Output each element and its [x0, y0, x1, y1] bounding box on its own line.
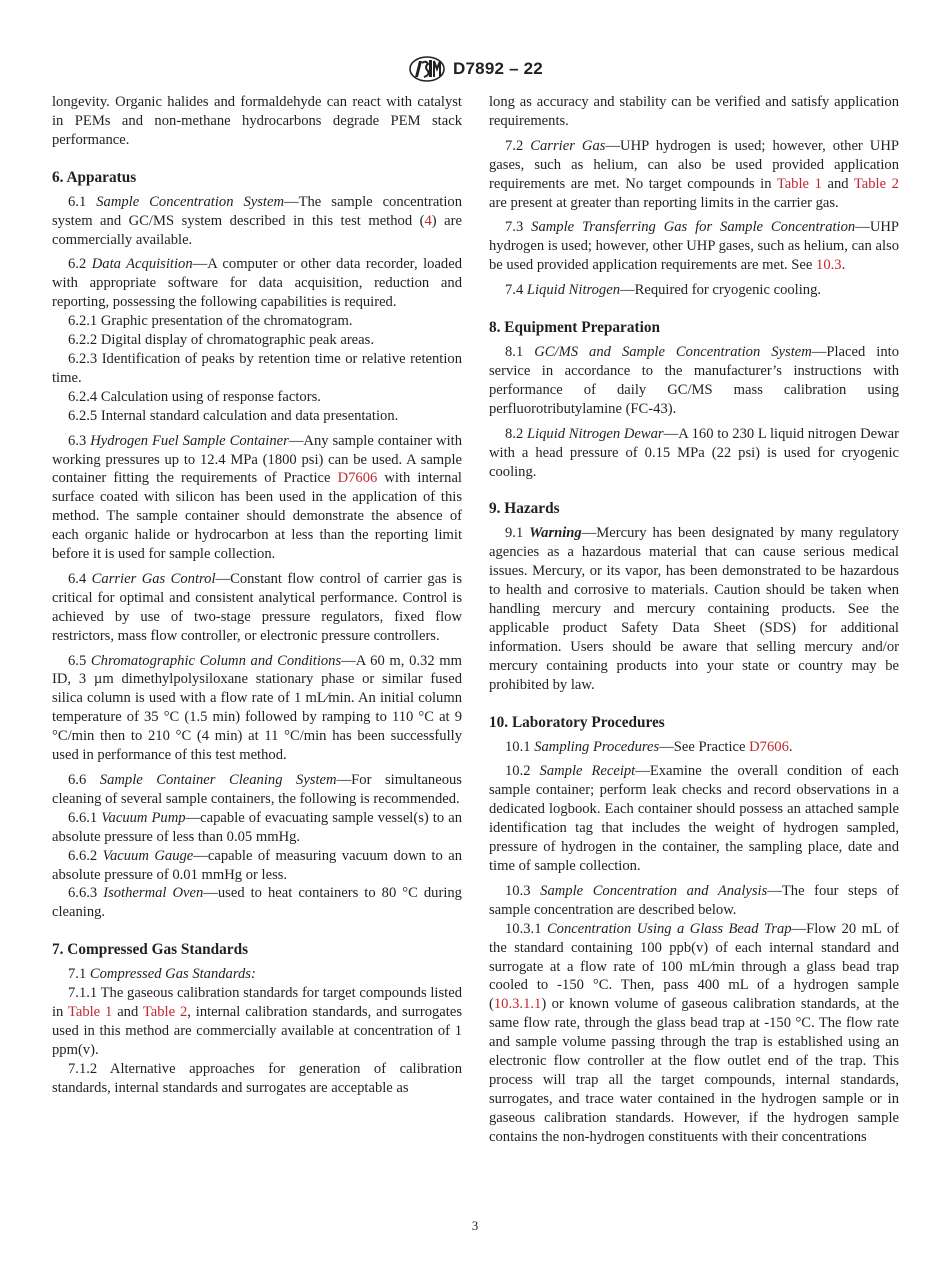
section-7-heading: 7. Compressed Gas Standards	[52, 941, 249, 959]
link-table-1[interactable]: Table 1	[67, 1004, 113, 1021]
para-8-2: 8.2 Liquid Nitrogen Dewar—A 160 to 230 L liquid nitrogen Dewar with a head pressure of 0.15 MPa (22 psi) is used for cryogenic cooling.	[489, 425, 900, 480]
para-7-3: 7.3 Sample Transferring Gas for Sample Concentration—UHP hydrogen is used; however, other UHP gases, such as helium, can also be used provided application requirements are met. See 10.3.	[489, 219, 900, 274]
link-table-2[interactable]: Table 2	[853, 175, 899, 192]
page-header	[0, 55, 950, 83]
section-10-heading: 10. Laboratory Procedures	[489, 713, 665, 731]
para-6-3: 6.3 Hydrogen Fuel Sample Container—Any sample container with working pressures up to 12.4 MPa (1800 psi) can be used. A sample container fitting the requirements of Practice D7606 with internal surface coated with silicon has been used in the application of this method. The sample container should demonstrate the absence of each organic halide or hydrocarbon at less than the reporting limit before it is used for sample collection.	[52, 432, 462, 563]
para-8-1: 8.1 GC/MS and Sample Concentration System—Placed into service in accordance to the manufacturer’s instructions with performance of daily GC/MS mass calibration using perfluorotributylamine (FC-43).	[489, 344, 899, 417]
term: Compressed Gas Standards:	[89, 966, 256, 983]
term: Liquid Nitrogen	[526, 282, 621, 299]
section-6-heading: 6. Apparatus	[52, 168, 137, 186]
para-6-6-2: 6.6.2 Vacuum Gauge—capable of measuring vacuum down to an absolute pressure of 0.01 mmHg or less.	[52, 847, 462, 883]
para-6-2-1: 6.2.1 Graphic presentation of the chromatogram.	[68, 313, 353, 330]
term: Chromatographic Column and Conditions	[90, 652, 342, 669]
para-7-1-2-start: 7.1.2 Alternative approaches for generation of calibration standards, internal standards and surrogates are acceptable as	[52, 1060, 462, 1096]
para-6-6-1: 6.6.1 Vacuum Pump—capable of evacuating sample vessel(s) to an absolute pressure of less than 0.05 mmHg.	[52, 809, 462, 845]
para-10-3-1: 10.3.1 Concentration Using a Glass Bead Trap—Flow 20 mL of the standard containing 100 ppb(v) of each internal standard and surrogate at a flow rate of 100 mL⁄min through a glass bead trap cooled to -150 °C. Then, pass 400 mL of a hydrogen sample (10.3.1.1) or known volume of gaseous calibration standards, at the same flow rate, through the glass bead trap at -150 °C. The flow rate and sample volume passing through the trap is established using an electronic flow controller at the flow outlet end of the trap. This process will trap all the target compounds, internal standards, surrogates, and trace water contained in the hydrogen sample or in gaseous calibration standards. However, if the hydrogen sample contains the non-hydrogen constituents with their concentrations	[489, 920, 899, 1145]
intro-paragraph: longevity. Organic halides and formaldehyde can react with catalyst in PEMs and non-methane hydrocarbons degrade PEM stack performance.	[52, 94, 462, 148]
para-6-1: 6.1 Sample Concentration System—The sample concentration system and GC/MS system described in this test method (4) are commercially available.	[52, 193, 462, 248]
para-6-5: 6.5 Chromatographic Column and Conditions—A 60 m, 0.32 mm ID, 3 µm dimethylpolysiloxane stationary phase or similar fused silica column is used with a flow rate of 1 mL⁄min. An initial column temperature of 35 °C (1.5 min) followed by ramping to 110 °C at 9 °C/min then to 210 °C (4 min) at 11 °C/min has been successfully used in performance of this test method.	[52, 652, 462, 764]
link-10-3[interactable]: 10.3	[816, 257, 842, 274]
link-d7606[interactable]: D7606	[337, 470, 378, 487]
section-9-heading: 9. Hazards	[489, 500, 560, 518]
para-6-4: 6.4 Carrier Gas Control—Constant flow control of carrier gas is critical for optimal and consistent analytical performance. Control is achieved by use of two-stage pressure regulators, fixed flow restrictors, mass flow controller, or electronic pressure controllers.	[52, 570, 462, 644]
term: GC/MS and Sample Concentration System	[534, 344, 812, 361]
link-10-3-1-1[interactable]: 10.3.1.1	[493, 996, 542, 1013]
term: Sample Concentration System	[96, 193, 284, 210]
para-9-1: 9.1 Warning—Mercury has been designated by many regulatory agencies as a hazardous material that can cause serious medical issues. Mercury, or its vapor, has been demonstrated to be hazardous to health and corrosive to materials. Caution should be taken when handling mercury and mercury containing products. See the applicable product Safety Data Sheet (SDS) for additional information. Users should be aware that selling mercury and/or mercury containing products into your state or country may be prohibited by law.	[489, 525, 899, 693]
reference-link-4[interactable]: 4	[424, 212, 432, 229]
term: Concentration Using a Glass Bead Trap	[546, 920, 792, 937]
para-6-2-2: 6.2.2 Digital display of chromatographic peak areas.	[68, 332, 374, 349]
term: Sample Receipt	[539, 763, 636, 780]
term: Vacuum Gauge	[102, 847, 194, 864]
para-7-1-2-end: long as accuracy and stability can be verified and satisfy application requirements.	[489, 94, 899, 129]
para-6-6-3: 6.6.3 Isothermal Oven—used to heat containers to 80 °C during cleaning.	[52, 885, 462, 921]
para-10-1: 10.1 Sampling Procedures—See Practice D7606.	[505, 738, 793, 755]
term: Data Acquisition	[91, 256, 193, 273]
para-6-2-5: 6.2.5 Internal standard calculation and data presentation.	[68, 407, 399, 424]
term: Liquid Nitrogen Dewar	[526, 425, 664, 442]
astm-logo-icon	[407, 55, 447, 83]
para-6-6: 6.6 Sample Container Cleaning System—For simultaneous cleaning of several sample containers, the following is recommended.	[52, 772, 462, 807]
para-7-1: 7.1 Compressed Gas Standards:	[68, 966, 256, 983]
right-column	[489, 93, 899, 1147]
para-7-4: 7.4 Liquid Nitrogen—Required for cryogenic cooling.	[505, 282, 822, 299]
term: Sample Transferring Gas for Sample Concentration	[531, 219, 856, 236]
para-6-2-3: 6.2.3 Identification of peaks by retention time or relative retention time.	[52, 350, 462, 386]
term: Hydrogen Fuel Sample Container	[90, 432, 289, 449]
term: Sample Concentration and Analysis	[540, 882, 768, 899]
term: Vacuum Pump	[101, 809, 186, 826]
para-7-1-1: 7.1.1 The gaseous calibration standards for target compounds listed in Table 1 and Table 2, internal calibration standards, and surrogates used in this method are commercially available at concentration of 1 ppm(v).	[52, 985, 463, 1058]
para-6-2-4: 6.2.4 Calculation using of response factors.	[68, 388, 321, 405]
para-10-3: 10.3 Sample Concentration and Analysis—The four steps of sample concentration are described below.	[489, 882, 899, 918]
term: Sampling Procedures	[534, 738, 660, 755]
term: Isothermal Oven	[103, 885, 204, 902]
section-8-heading: 8. Equipment Preparation	[489, 319, 660, 337]
left-column	[52, 93, 462, 1098]
para-10-2: 10.2 Sample Receipt—Examine the overall condition of each sample container; perform leak checks and record observations in a dedicated logbook. Each container should possess an attached sample identification tag that includes the weight of hydrogen sampled, pressure of hydrogen in the container, the sampling place, date and time of sample collection.	[489, 763, 899, 874]
page-number: 3	[471, 1218, 479, 1233]
para-6-2: 6.2 Data Acquisition—A computer or other data recorder, loaded with appropriate software for data acquisition, reduction and reporting, possessing the following capabilities is required.	[52, 256, 462, 311]
term: Carrier Gas	[530, 137, 606, 154]
term: Sample Container Cleaning System	[99, 772, 337, 788]
warning-term: Warning	[529, 525, 582, 542]
link-d7606[interactable]: D7606	[749, 738, 789, 755]
link-table-1[interactable]: Table 1	[776, 175, 822, 192]
link-table-2[interactable]: Table 2	[142, 1004, 188, 1021]
para-7-2: 7.2 Carrier Gas—UHP hydrogen is used; however, other UHP gases, such as helium, can also be used provided application requirements are met. No target compounds in Table 1 and Table 2 are present at greater than reporting limits in the carrier gas.	[489, 137, 900, 211]
document-designation: D7892 – 22	[453, 59, 543, 78]
term: Carrier Gas Control	[91, 570, 216, 587]
